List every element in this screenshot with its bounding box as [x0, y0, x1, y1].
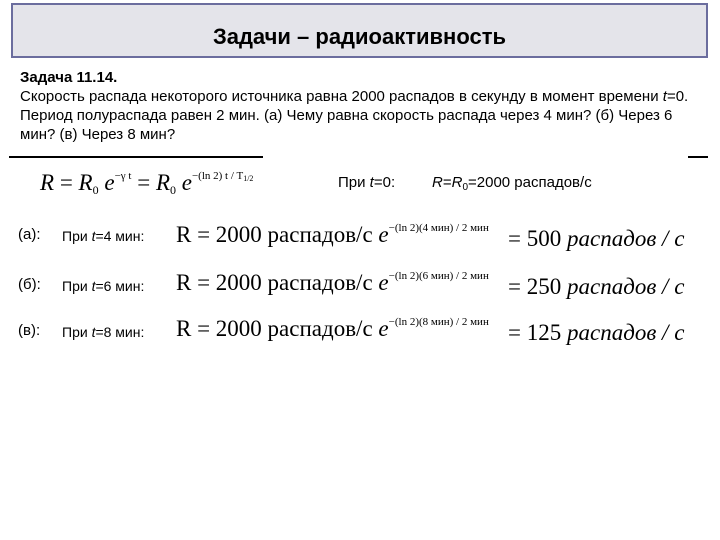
formula-eq-2: = — [131, 170, 156, 195]
case-b-equation — [176, 270, 489, 296]
initial-rate — [432, 174, 592, 193]
slide-title-box — [11, 3, 708, 58]
formula-r0: R — [78, 170, 93, 195]
formula-e-2: e — [181, 170, 192, 195]
problem-t-variable: t — [662, 88, 667, 105]
case-c-lhs: R = 2000 распадов/с — [176, 316, 379, 341]
slide-title: Задачи – радиоактивность — [212, 24, 507, 49]
divider-right — [688, 156, 708, 158]
case-a-condition — [62, 228, 144, 244]
case-c-exponent: −(ln 2)(8 мин) / 2 мин — [388, 316, 489, 328]
formula-exponent-2: −(ln 2) t / T — [191, 170, 244, 182]
case-b-condition — [62, 278, 144, 294]
case-c-result — [508, 320, 684, 346]
initial-r: R — [432, 174, 443, 191]
problem-statement — [20, 68, 706, 144]
initial-t: t — [369, 174, 374, 191]
case-b-lhs: R = 2000 распадов/с — [176, 270, 379, 295]
case-b-result — [508, 274, 684, 300]
formula-half-life-subscript: 1/2 — [243, 174, 254, 183]
initial-value: =2000 распадов/с — [468, 174, 592, 191]
case-b-exponent: −(ln 2)(6 мин) / 2 мин — [388, 270, 489, 282]
formula-eq-1: = — [54, 170, 79, 195]
initial-eq: = — [442, 174, 452, 191]
divider-mid — [221, 156, 263, 158]
case-a-equation — [176, 222, 489, 248]
case-c-equation — [176, 316, 489, 342]
initial-r0-subscript: 0 — [462, 182, 469, 193]
problem-text — [20, 87, 706, 144]
case-b-cond-pre: При — [62, 278, 92, 294]
formula-r0-2: R — [155, 170, 170, 195]
case-a-letter: (а): — [18, 226, 41, 243]
case-b-letter: (б): — [18, 276, 41, 293]
decay-formula — [40, 170, 253, 198]
formula-r: R — [40, 170, 55, 195]
case-a-result — [508, 226, 684, 252]
case-a-t: t — [91, 228, 96, 244]
case-c-cond-pre: При — [62, 324, 92, 340]
problem-text-part-1: Скорость распада некоторого источника равна 2000 распадов в секунду в момент времени — [20, 88, 663, 105]
case-b-cond-post: =6 мин: — [95, 278, 145, 294]
case-c-t: t — [91, 324, 96, 340]
case-a-exponent: −(ln 2)(4 мин) / 2 мин — [388, 222, 489, 234]
divider-left — [9, 156, 221, 158]
case-c-result-value: = 125 — [508, 320, 567, 345]
initial-condition-label — [338, 174, 395, 191]
initial-label-post: =0: — [373, 174, 396, 191]
case-a-lhs: R = 2000 распадов/с — [176, 222, 379, 247]
problem-text-part-2: =0. Период полураспада равен 2 мин. (а) Чему равна скорость распада через 4 мин? (б) Через 6 мин? (в) Через 8 мин? — [20, 88, 689, 143]
case-c-condition — [62, 324, 144, 340]
case-a-cond-pre: При — [62, 228, 92, 244]
case-a-cond-post: =4 мин: — [95, 228, 145, 244]
formula-exponent-1: −γ t — [114, 170, 132, 182]
case-b-t: t — [91, 278, 96, 294]
initial-label-pre: При — [338, 174, 370, 191]
case-a-e: e — [378, 222, 389, 247]
formula-r0-subscript: 0 — [92, 183, 99, 197]
case-a-result-unit: распадов / с — [566, 226, 685, 251]
formula-e-1: e — [104, 170, 115, 195]
initial-r0: R — [451, 174, 463, 191]
case-c-result-unit: распадов / с — [566, 320, 685, 345]
case-b-result-unit: распадов / с — [566, 274, 685, 299]
case-b-result-value: = 250 — [508, 274, 567, 299]
case-a-result-value: = 500 — [508, 226, 567, 251]
formula-r0-subscript-2: 0 — [170, 183, 176, 197]
case-c-cond-post: =8 мин: — [95, 324, 145, 340]
case-c-letter: (в): — [18, 322, 41, 339]
case-b-e: e — [378, 270, 389, 295]
problem-title: Задача 11.14. — [20, 69, 118, 86]
case-c-e: e — [378, 316, 389, 341]
